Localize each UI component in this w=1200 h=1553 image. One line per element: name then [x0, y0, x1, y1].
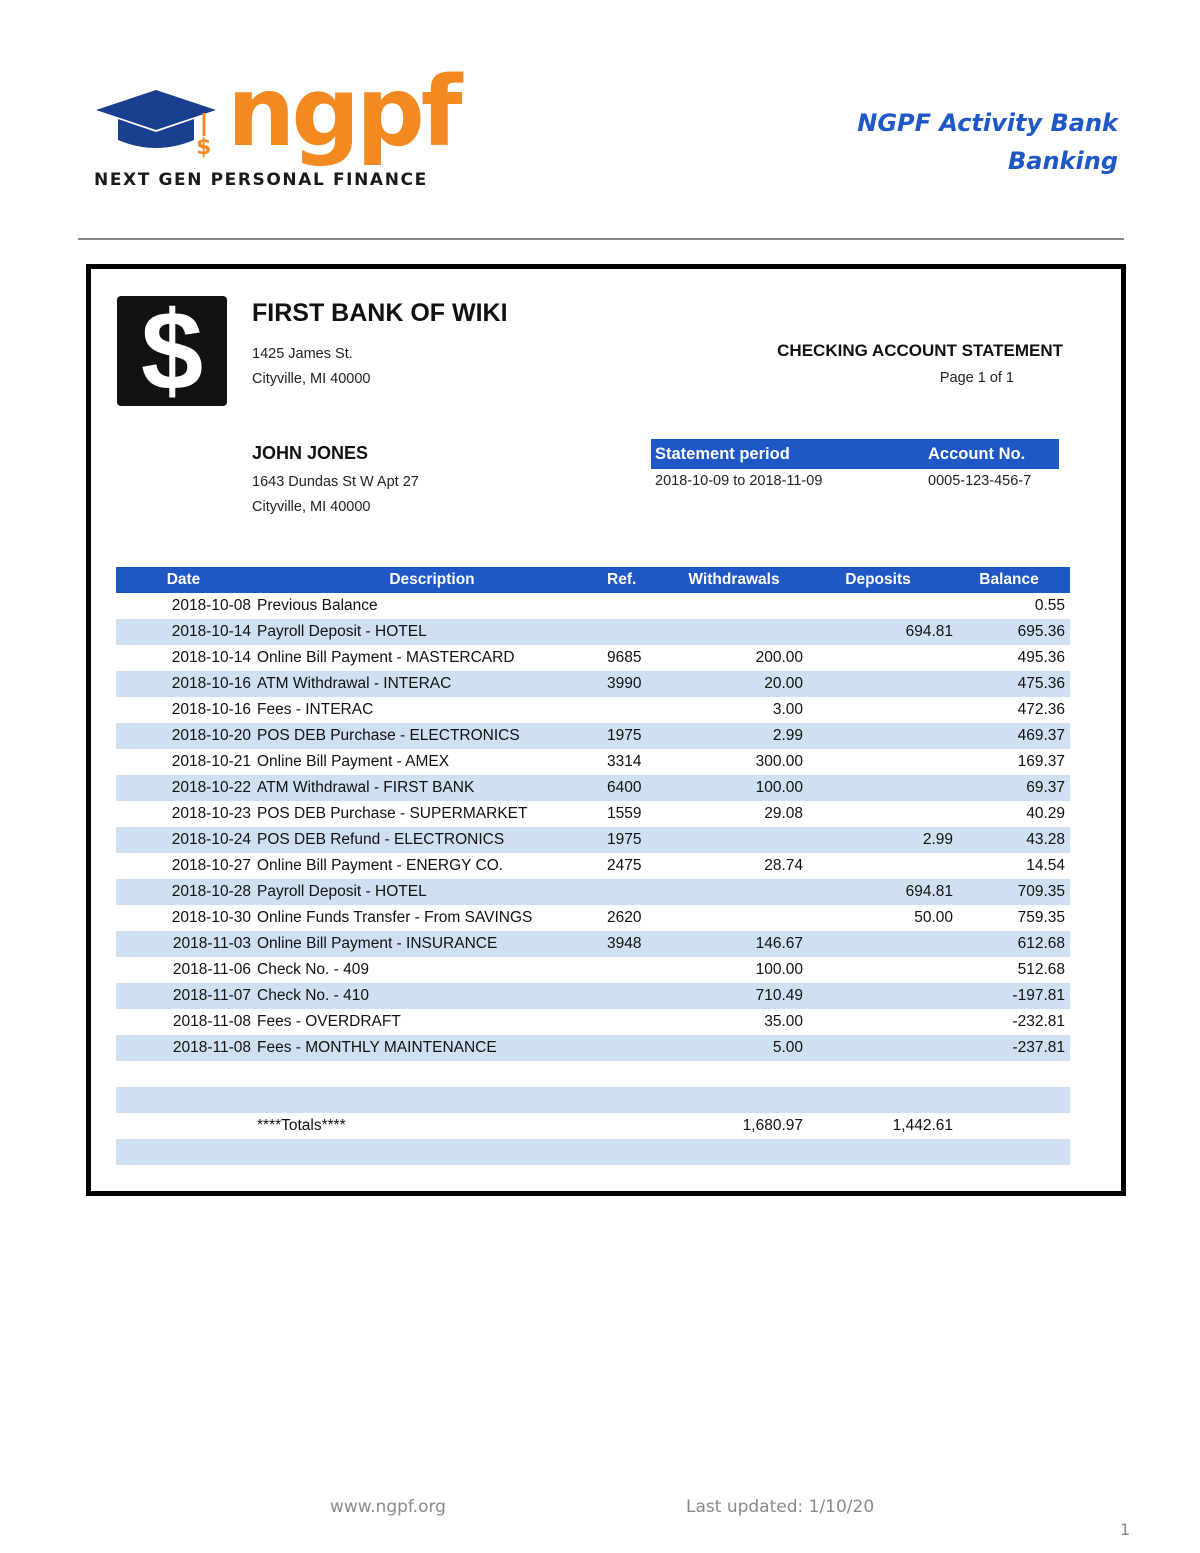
empty-cell — [665, 1139, 803, 1165]
cell-balance: 43.28 — [953, 827, 1070, 853]
customer-address — [252, 470, 419, 520]
cell-description: Previous Balance — [257, 597, 378, 614]
cell-ref: 9685 — [607, 649, 642, 666]
cell-ref: 3948 — [607, 931, 665, 957]
table-row — [116, 1035, 1070, 1061]
cell-date: 2018-10-16 — [171, 701, 251, 718]
cell-ref: 3314 — [607, 753, 642, 770]
cell-description: Online Bill Payment - INSURANCE — [257, 931, 607, 957]
cell-ref: 2620 — [607, 909, 642, 926]
cell-date: 2018-10-24 — [116, 827, 257, 853]
cell-withdrawal: 100.00 — [665, 775, 803, 801]
cell-date: 2018-11-08 — [116, 1035, 257, 1061]
empty-cell — [803, 1139, 953, 1165]
table-row — [116, 931, 1070, 957]
cell-date: 2018-10-16 — [116, 671, 257, 697]
cell-balance: 472.36 — [1017, 701, 1065, 718]
cell-date: 2018-10-30 — [171, 909, 251, 926]
cell-deposit — [803, 775, 953, 801]
cell-withdrawal: 100.00 — [755, 961, 803, 978]
cell-ref — [607, 983, 665, 1009]
cell-description: Fees - MONTHLY MAINTENANCE — [257, 1035, 607, 1061]
empty-cell — [116, 1061, 257, 1087]
spacer-row — [116, 1087, 1070, 1113]
table-row — [116, 957, 1070, 983]
table-row — [116, 1009, 1070, 1035]
transactions-table — [116, 567, 1070, 1165]
empty-cell — [665, 1087, 803, 1113]
cell-withdrawal: 146.67 — [665, 931, 803, 957]
cell-balance: 475.36 — [953, 671, 1070, 697]
statement-page: Page 1 of 1 — [939, 370, 1014, 386]
empty-cell — [665, 1061, 803, 1087]
empty-cell — [607, 1139, 665, 1165]
column-header: Description — [257, 567, 607, 593]
empty-cell — [607, 1087, 665, 1113]
totals-withdrawals: 1,680.97 — [742, 1117, 803, 1134]
cell-date: 2018-10-22 — [116, 775, 257, 801]
footer-last-updated: Last updated: 1/10/20 — [686, 1497, 875, 1517]
cell-ref: 3990 — [607, 671, 665, 697]
cell-description: Check No. - 410 — [257, 983, 607, 1009]
cell-ref: 1559 — [607, 805, 642, 822]
statement-title: CHECKING ACCOUNT STATEMENT — [777, 341, 1063, 360]
dollar-icon: $ — [117, 296, 227, 406]
cell-withdrawal: 710.49 — [665, 983, 803, 1009]
table-row — [116, 853, 1070, 879]
bank-address-line-1: 1425 James St. — [252, 346, 353, 362]
cell-description: POS DEB Purchase - SUPERMARKET — [257, 805, 528, 822]
empty-cell — [257, 1061, 607, 1087]
totals-row — [116, 1113, 1070, 1139]
statement-info-values — [651, 473, 1059, 495]
table-row — [116, 697, 1070, 723]
cell-balance: 709.35 — [953, 879, 1070, 905]
cell-withdrawal — [665, 879, 803, 905]
cell-description: Online Bill Payment - ENERGY CO. — [257, 857, 504, 874]
logo-wordmark: ngpf — [227, 56, 459, 168]
empty-cell — [116, 1139, 257, 1165]
cell-ref — [607, 593, 665, 619]
cell-date: 2018-10-21 — [171, 753, 251, 770]
cell-date: 2018-10-08 — [171, 597, 251, 614]
cell-deposit — [803, 645, 953, 671]
cell-ref — [607, 957, 665, 983]
cell-balance: 512.68 — [1017, 961, 1065, 978]
cell-description: ATM Withdrawal - INTERAC — [257, 671, 607, 697]
cell-deposit — [803, 671, 953, 697]
cell-ref: 1975 — [607, 723, 665, 749]
cell-withdrawal: 300.00 — [755, 753, 803, 770]
activity-line-2: Banking — [1007, 147, 1118, 175]
cell-deposit — [803, 723, 953, 749]
statement-info-header — [651, 439, 1059, 469]
account-number-value: 0005-123-456-7 — [928, 473, 1032, 489]
table-row — [116, 905, 1070, 931]
empty-cell — [607, 1113, 665, 1139]
cell-withdrawal — [665, 827, 803, 853]
cell-deposit: 50.00 — [914, 909, 953, 926]
transactions-body — [116, 593, 1070, 1165]
logo-tagline: NEXT GEN PERSONAL FINANCE — [94, 170, 428, 190]
column-header: Ref. — [607, 567, 665, 593]
spacer-row — [116, 1139, 1070, 1165]
cell-deposit — [803, 983, 953, 1009]
cell-ref — [607, 1035, 665, 1061]
activity-line-1: NGPF Activity Bank — [857, 109, 1118, 137]
column-header: Balance — [953, 567, 1070, 593]
customer-name: JOHN JONES — [252, 443, 369, 463]
cell-description: Payroll Deposit - HOTEL — [257, 879, 607, 905]
statement-period-label: Statement period — [655, 445, 790, 463]
column-header: Date — [116, 567, 257, 593]
empty-cell — [803, 1087, 953, 1113]
activity-title — [857, 104, 1118, 180]
table-row — [116, 827, 1070, 853]
table-row — [116, 983, 1070, 1009]
cell-withdrawal: 29.08 — [764, 805, 803, 822]
cell-deposit — [803, 1009, 953, 1035]
bank-name: FIRST BANK OF WIKI — [252, 299, 508, 327]
cell-withdrawal: 200.00 — [755, 649, 803, 666]
cell-date: 2018-10-28 — [116, 879, 257, 905]
cell-ref — [607, 1009, 665, 1035]
cell-deposit: 694.81 — [803, 879, 953, 905]
cell-description: POS DEB Refund - ELECTRONICS — [257, 827, 607, 853]
totals-label: ****Totals**** — [257, 1117, 346, 1134]
cell-withdrawal: 20.00 — [665, 671, 803, 697]
cell-balance: 759.35 — [1017, 909, 1065, 926]
bank-address — [252, 342, 370, 392]
cell-balance: 0.55 — [1034, 597, 1065, 614]
cell-date: 2018-11-08 — [172, 1013, 251, 1030]
cell-deposit — [803, 697, 953, 723]
cell-description: ATM Withdrawal - FIRST BANK — [257, 775, 607, 801]
table-row — [116, 775, 1070, 801]
cell-balance: 495.36 — [1017, 649, 1065, 666]
cell-ref — [607, 619, 665, 645]
table-row — [116, 749, 1070, 775]
bank-address-line-2: Cityville, MI 40000 — [252, 371, 371, 387]
empty-cell — [116, 1087, 257, 1113]
table-row — [116, 671, 1070, 697]
cell-description: Online Funds Transfer - From SAVINGS — [257, 909, 533, 926]
empty-cell — [257, 1139, 607, 1165]
cell-date: 2018-11-06 — [172, 961, 251, 978]
cell-withdrawal: 5.00 — [665, 1035, 803, 1061]
cell-balance: 69.37 — [953, 775, 1070, 801]
table-row — [116, 593, 1070, 619]
cell-date: 2018-10-23 — [171, 805, 251, 822]
cell-description: Online Bill Payment - AMEX — [257, 753, 450, 770]
cell-date: 2018-10-27 — [171, 857, 251, 874]
cell-ref — [607, 697, 665, 723]
cell-withdrawal: 28.74 — [764, 857, 803, 874]
table-row — [116, 723, 1070, 749]
cell-deposit — [803, 957, 953, 983]
cell-date: 2018-10-14 — [171, 649, 251, 666]
cell-withdrawal: 2.99 — [665, 723, 803, 749]
cell-description: POS DEB Purchase - ELECTRONICS — [257, 723, 607, 749]
empty-cell — [953, 1087, 1070, 1113]
cell-description: Fees - INTERAC — [257, 701, 374, 718]
cell-description: Online Bill Payment - MASTERCARD — [257, 649, 515, 666]
cell-deposit — [803, 749, 953, 775]
cell-balance: 14.54 — [1026, 857, 1065, 874]
cell-ref: 2475 — [607, 857, 642, 874]
empty-cell — [607, 1061, 665, 1087]
cell-ref: 1975 — [607, 827, 665, 853]
column-header: Deposits — [803, 567, 953, 593]
bank-statement — [86, 264, 1126, 1196]
cell-description: Fees - OVERDRAFT — [257, 1013, 401, 1030]
spacer-row — [116, 1061, 1070, 1087]
empty-cell — [116, 1113, 257, 1139]
cell-ref — [607, 879, 665, 905]
ngpf-logo — [92, 56, 459, 195]
cell-deposit — [803, 853, 953, 879]
empty-cell — [953, 1113, 1070, 1139]
graduation-cap-icon — [92, 88, 222, 158]
cell-date: 2018-11-03 — [116, 931, 257, 957]
cell-balance: 612.68 — [953, 931, 1070, 957]
customer-address-line-2: Cityville, MI 40000 — [252, 499, 371, 515]
cell-deposit — [803, 1035, 953, 1061]
cell-description: Check No. - 409 — [257, 961, 369, 978]
account-number-label: Account No. — [928, 445, 1026, 463]
customer-address-line-1: 1643 Dundas St W Apt 27 — [252, 474, 419, 490]
cell-deposit — [803, 593, 953, 619]
table-row — [116, 879, 1070, 905]
empty-cell — [953, 1139, 1070, 1165]
cell-balance: -197.81 — [953, 983, 1070, 1009]
cell-deposit: 2.99 — [803, 827, 953, 853]
cell-date: 2018-11-07 — [116, 983, 257, 1009]
cell-withdrawal: 35.00 — [764, 1013, 803, 1030]
cell-withdrawal — [665, 905, 803, 931]
cell-date: 2018-10-20 — [116, 723, 257, 749]
cell-balance: -232.81 — [1012, 1013, 1065, 1030]
footer-website: www.ngpf.org — [330, 1497, 446, 1517]
empty-cell — [257, 1087, 607, 1113]
cell-description: Payroll Deposit - HOTEL — [257, 619, 607, 645]
cell-withdrawal: 3.00 — [772, 701, 803, 718]
cell-balance: 695.36 — [953, 619, 1070, 645]
column-header: Withdrawals — [665, 567, 803, 593]
totals-deposits: 1,442.61 — [892, 1117, 953, 1134]
empty-cell — [803, 1061, 953, 1087]
footer-page-number: 1 — [1120, 1520, 1131, 1539]
statement-period-value: 2018-10-09 to 2018-11-09 — [655, 473, 823, 489]
cell-deposit: 694.81 — [803, 619, 953, 645]
cell-deposit — [803, 801, 953, 827]
header-divider — [78, 238, 1124, 240]
cell-balance: -237.81 — [953, 1035, 1070, 1061]
cell-withdrawal — [665, 593, 803, 619]
empty-cell — [953, 1061, 1070, 1087]
table-header-row — [116, 567, 1070, 593]
cell-ref: 6400 — [607, 775, 665, 801]
table-row — [116, 619, 1070, 645]
cell-withdrawal — [665, 619, 803, 645]
table-row — [116, 645, 1070, 671]
cell-balance: 40.29 — [1026, 805, 1065, 822]
cell-date: 2018-10-14 — [116, 619, 257, 645]
cell-deposit — [803, 931, 953, 957]
table-row — [116, 801, 1070, 827]
cell-balance: 169.37 — [1017, 753, 1065, 770]
svg-text:$: $ — [196, 135, 212, 158]
cell-balance: 469.37 — [953, 723, 1070, 749]
